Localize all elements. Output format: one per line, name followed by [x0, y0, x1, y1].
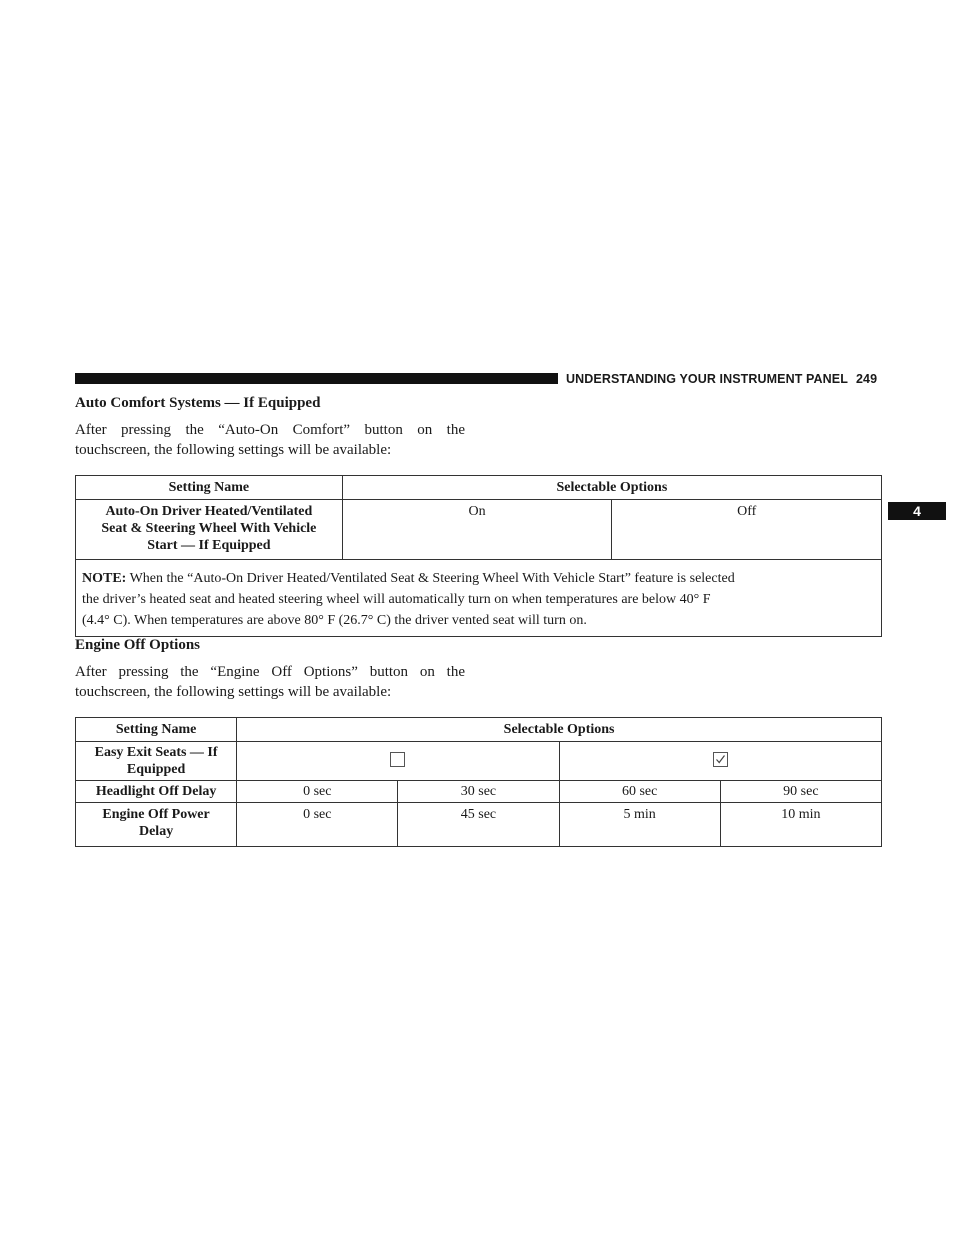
- checkbox-checked-icon: [713, 752, 728, 767]
- option-value: 0 sec: [237, 803, 398, 847]
- setting-name-line: Delay: [138, 824, 174, 839]
- option-checked: [559, 742, 881, 781]
- column-header: Selectable Options: [342, 476, 881, 500]
- intro-line: touchscreen, the following settings will be available:: [75, 442, 392, 458]
- setting-name: [76, 500, 343, 560]
- header-rule: [75, 373, 558, 384]
- intro-line: After pressing the “Auto-On Comfort” button on the: [75, 422, 465, 438]
- setting-name: Headlight Off Delay: [76, 781, 237, 803]
- option-value: 30 sec: [398, 781, 559, 803]
- option-on: On: [342, 500, 612, 560]
- option-off: Off: [612, 500, 882, 560]
- section-heading-engine-off: Engine Off Options: [75, 637, 201, 653]
- setting-name-line: Equipped: [126, 762, 186, 777]
- option-value: 5 min: [559, 803, 720, 847]
- setting-name: [76, 742, 237, 781]
- setting-name: [76, 803, 237, 847]
- setting-name-line: Auto-On Driver Heated/Ventilated: [105, 504, 313, 519]
- intro-line: touchscreen, the following settings will be available:: [75, 684, 392, 700]
- note-text: When the “Auto-On Driver Heated/Ventilated Seat & Steering Wheel With Vehicle Start” feature is selected: [126, 571, 735, 586]
- note-text: the driver’s heated seat and heated steering wheel will automatically turn on when temperatures are below 40° F: [82, 592, 711, 607]
- note-cell: [76, 560, 882, 637]
- chapter-tab: 4: [888, 502, 946, 520]
- column-header: Selectable Options: [237, 718, 882, 742]
- intro-line: After pressing the “Engine Off Options” button on the: [75, 664, 465, 680]
- option-value: 90 sec: [720, 781, 881, 803]
- page-number: 249: [855, 372, 878, 386]
- running-header: [566, 371, 877, 387]
- setting-name-line: Engine Off Power: [102, 807, 210, 822]
- option-unchecked: [237, 742, 559, 781]
- setting-name-line: Seat & Steering Wheel With Vehicle: [101, 521, 317, 536]
- note-text: (4.4° C). When temperatures are above 80° F (26.7° C) the driver vented seat will turn on.: [82, 613, 587, 628]
- option-value: 0 sec: [237, 781, 398, 803]
- option-value: 45 sec: [398, 803, 559, 847]
- column-header: Setting Name: [76, 718, 237, 742]
- option-value: 60 sec: [559, 781, 720, 803]
- column-header: Setting Name: [76, 476, 343, 500]
- note-label: NOTE:: [82, 571, 127, 586]
- section-heading-auto-comfort: Auto Comfort Systems — If Equipped: [75, 395, 321, 411]
- setting-name-line: Easy Exit Seats — If: [94, 745, 218, 760]
- auto-comfort-table: [75, 475, 882, 637]
- setting-name-line: Start — If Equipped: [147, 538, 271, 553]
- engine-off-table: [75, 717, 882, 847]
- checkbox-empty-icon: [390, 752, 405, 767]
- section-title: UNDERSTANDING YOUR INSTRUMENT PANEL: [566, 372, 848, 386]
- option-value: 10 min: [720, 803, 881, 847]
